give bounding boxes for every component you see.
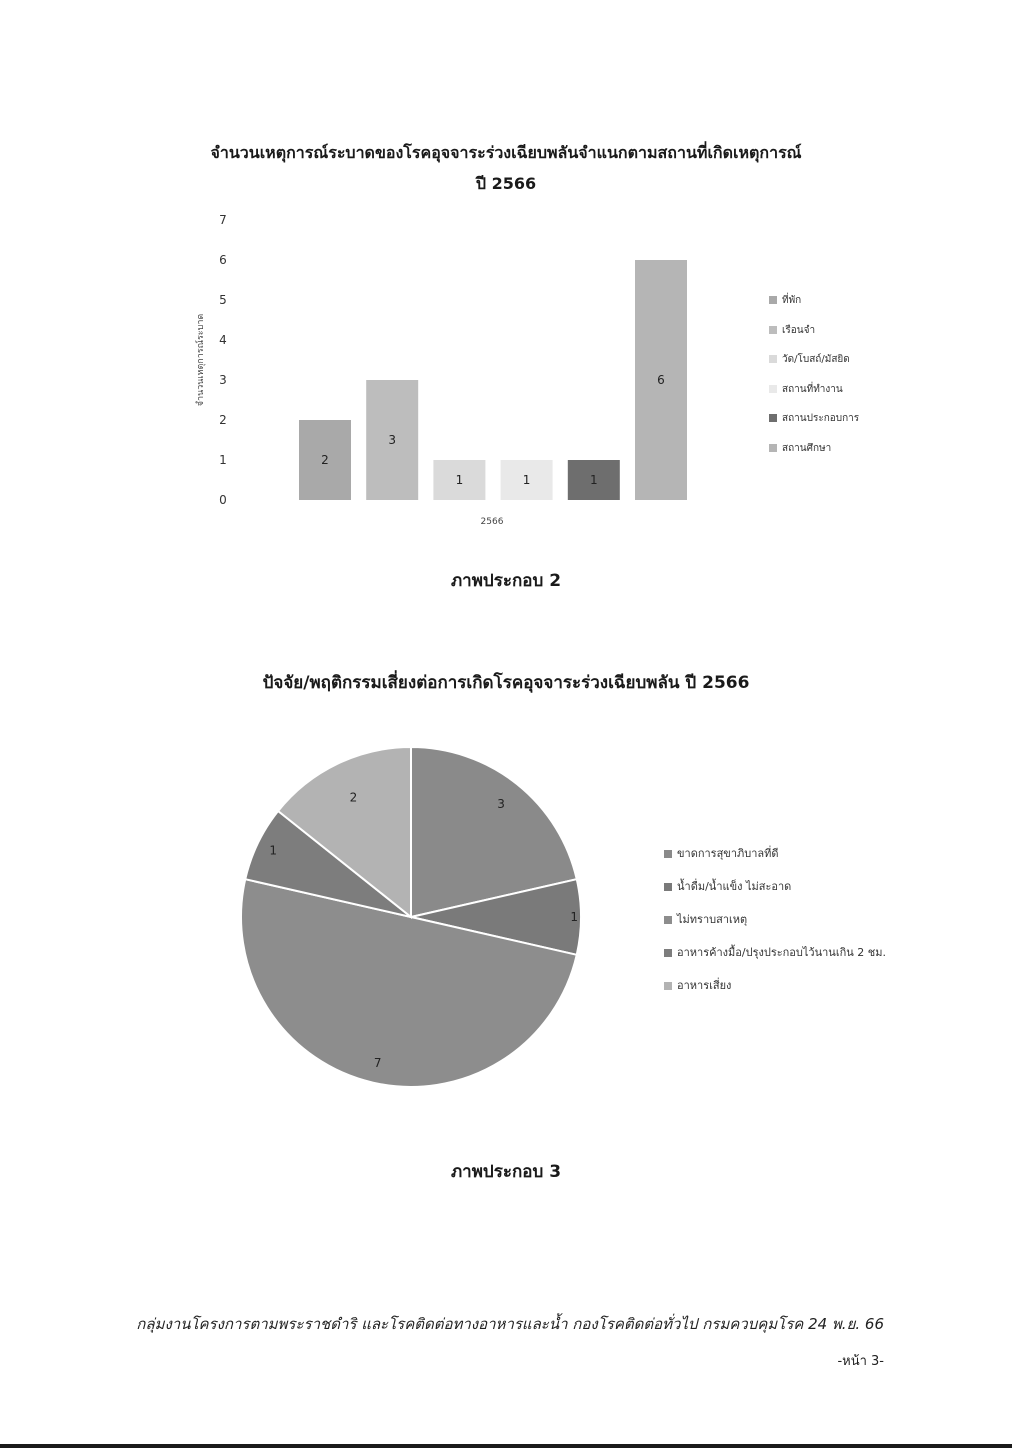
- pie-data-label: 7: [373, 1055, 382, 1070]
- bottom-rule: [0, 1444, 1012, 1448]
- pie-data-label: 1: [570, 910, 579, 924]
- legend-swatch: [664, 883, 672, 891]
- page-number: -หน้า 3-: [837, 1354, 884, 1369]
- legend-label: สถานศึกษา: [782, 442, 832, 454]
- bar-data-label: 2: [321, 453, 329, 467]
- legend-label: ขาดการสุขาภิบาลที่ดี: [677, 847, 779, 860]
- pie-legend-item: [664, 844, 779, 862]
- bar-chart-title: จำนวนเหตุการณ์ระบาดของโรคอุจจาระร่วงเฉียบพลันจำแนกตามสถานที่เกิดเหตุการณ์: [210, 143, 802, 162]
- bar-data-label: 3: [388, 433, 397, 447]
- legend-swatch: [664, 916, 672, 924]
- legend-swatch: [664, 982, 672, 990]
- figure-3-caption: ภาพประกอบ 3: [450, 1162, 562, 1182]
- legend-label: อาหารเสี่ยง: [677, 979, 732, 992]
- legend-label: เรือนจำ: [782, 324, 816, 336]
- bar-y-axis-label: จำนวนเหตุการณ์ระบาด: [196, 313, 206, 407]
- legend-label: สถานที่ทำงาน: [782, 383, 843, 395]
- pie-data-label: 3: [497, 797, 505, 812]
- bar-data-label: 1: [589, 473, 598, 487]
- pie-chart-title: ปัจจัย/พฤติกรรมเสี่ยงต่อการเกิดโรคอุจจาระร่วงเฉียบพลัน ปี 2566: [262, 673, 750, 693]
- legend-label: น้ำดื่ม/น้ำแข็ง ไม่สะอาด: [677, 880, 792, 893]
- figure-2-caption: ภาพประกอบ 2: [450, 571, 562, 591]
- bar-y-tick-label: 2: [219, 413, 227, 427]
- bar-data-label: 1: [522, 473, 531, 487]
- legend-label: วัด/โบสถ์/มัสยิด: [782, 354, 850, 365]
- bar-x-axis-label: 2566: [480, 517, 504, 527]
- bar-chart-title-year: ปี 2566: [475, 174, 537, 193]
- pie-legend-item: [664, 877, 791, 895]
- bar-y-tick-label: 7: [219, 213, 227, 227]
- footer-text: กลุ่มงานโครงการตามพระราชดำริ และโรคติดต่อทางอาหารและน้ำ กองโรคติดต่อทั่วไป กรมควบคุมโรค 24 พ.ย. 66: [136, 1315, 884, 1333]
- legend-swatch: [664, 850, 672, 858]
- pie-data-label: 1: [269, 843, 277, 858]
- bar-y-tick-label: 6: [219, 253, 227, 267]
- legend-label: ที่พัก: [782, 295, 802, 306]
- bar-y-tick-label: 5: [219, 293, 227, 307]
- pie-legend-item: [664, 910, 747, 928]
- legend-label: อาหารค้างมื้อ/ปรุงประกอบไว้นานเกิน 2 ชม.: [677, 946, 886, 959]
- bar-y-tick-label: 0: [219, 493, 227, 507]
- pie-data-label: 2: [349, 790, 358, 805]
- bar-y-tick-label: 1: [219, 453, 227, 467]
- bar-data-label: 1: [455, 473, 464, 487]
- bar-data-label: 6: [657, 373, 665, 387]
- pie-legend-item: [664, 976, 731, 994]
- legend-label: ไม่ทราบสาเหตุ: [677, 913, 748, 926]
- legend-swatch: [664, 949, 672, 957]
- bar-y-tick-label: 4: [219, 333, 227, 347]
- bar-y-tick-label: 3: [219, 373, 227, 387]
- legend-label: สถานประกอบการ: [782, 413, 860, 424]
- pie-legend-item: [664, 943, 886, 961]
